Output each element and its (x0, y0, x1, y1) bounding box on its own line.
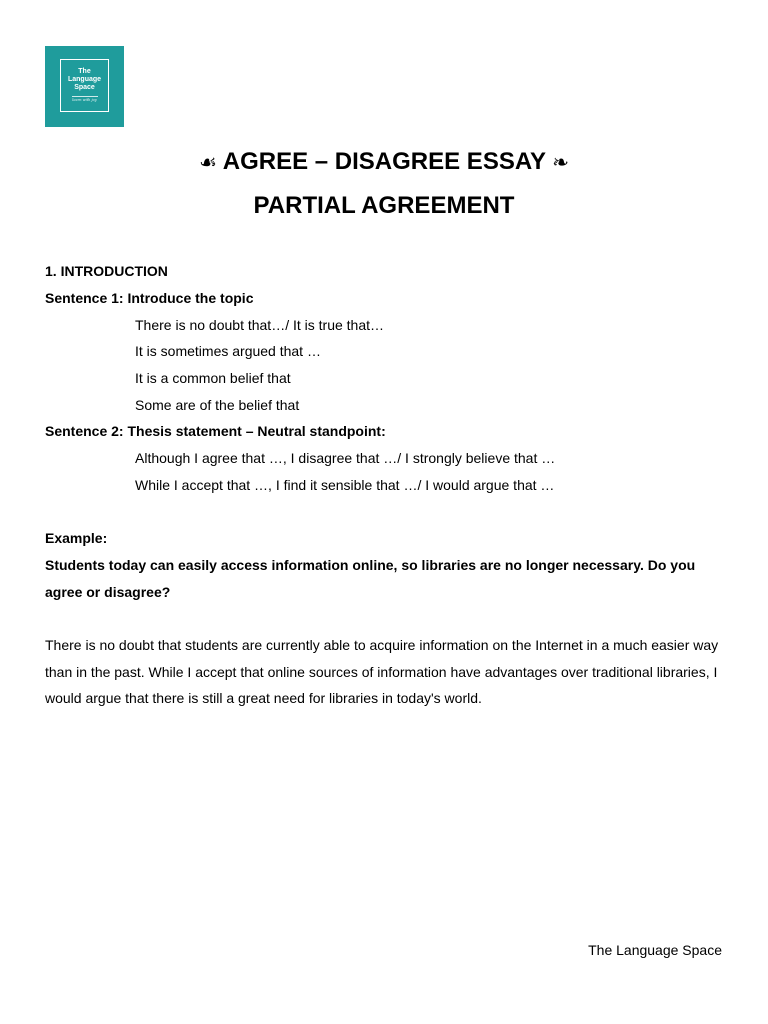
phrase-item: It is sometimes argued that … (135, 343, 321, 359)
logo-line-1: The (78, 68, 91, 75)
sentence-1-label: Sentence 1: Introduce the topic (45, 290, 254, 306)
phrase-item: Although I agree that …, I disagree that …/ I strongly believe that … (135, 450, 556, 466)
document-subtitle: PARTIAL AGREEMENT (253, 192, 515, 219)
footer-brand: The Language Space (588, 942, 722, 958)
logo-line-2: Language (67, 76, 102, 83)
phrase-item: There is no doubt that…/ It is true that… (135, 317, 385, 333)
left-floral-ornament-icon: ☙ (199, 150, 217, 174)
example-label: Example: (45, 530, 108, 546)
sentence-2-label: Sentence 2: Thesis statement – Neutral standpoint: (45, 423, 386, 439)
phrase-item: Some are of the belief that (135, 397, 300, 413)
brand-logo (45, 46, 124, 127)
logo-line-3: Space (74, 84, 95, 91)
example-question: Students today can easily access information online, so libraries are no longer necessary. Do you agree or disagree? (45, 557, 696, 600)
title-text: AGREE – DISAGREE ESSAY (222, 148, 546, 175)
logo-tagline: learn with joy (72, 98, 97, 102)
phrase-item: While I accept that …, I find it sensible that …/ I would argue that … (135, 477, 555, 493)
section-heading: 1. INTRODUCTION (45, 263, 168, 279)
document-title (0, 148, 768, 176)
example-answer: There is no doubt that students are currently able to acquire information on the Internet in a much easier way than in the past. While I accept that online sources of information have advantages over traditional libraries, I would argue that there is still a great need for libraries in today's world. (45, 637, 719, 706)
phrase-item: It is a common belief that (135, 370, 291, 386)
right-floral-ornament-icon: ❧ (552, 150, 569, 174)
logo-divider (72, 96, 98, 97)
logo-frame (60, 59, 109, 112)
